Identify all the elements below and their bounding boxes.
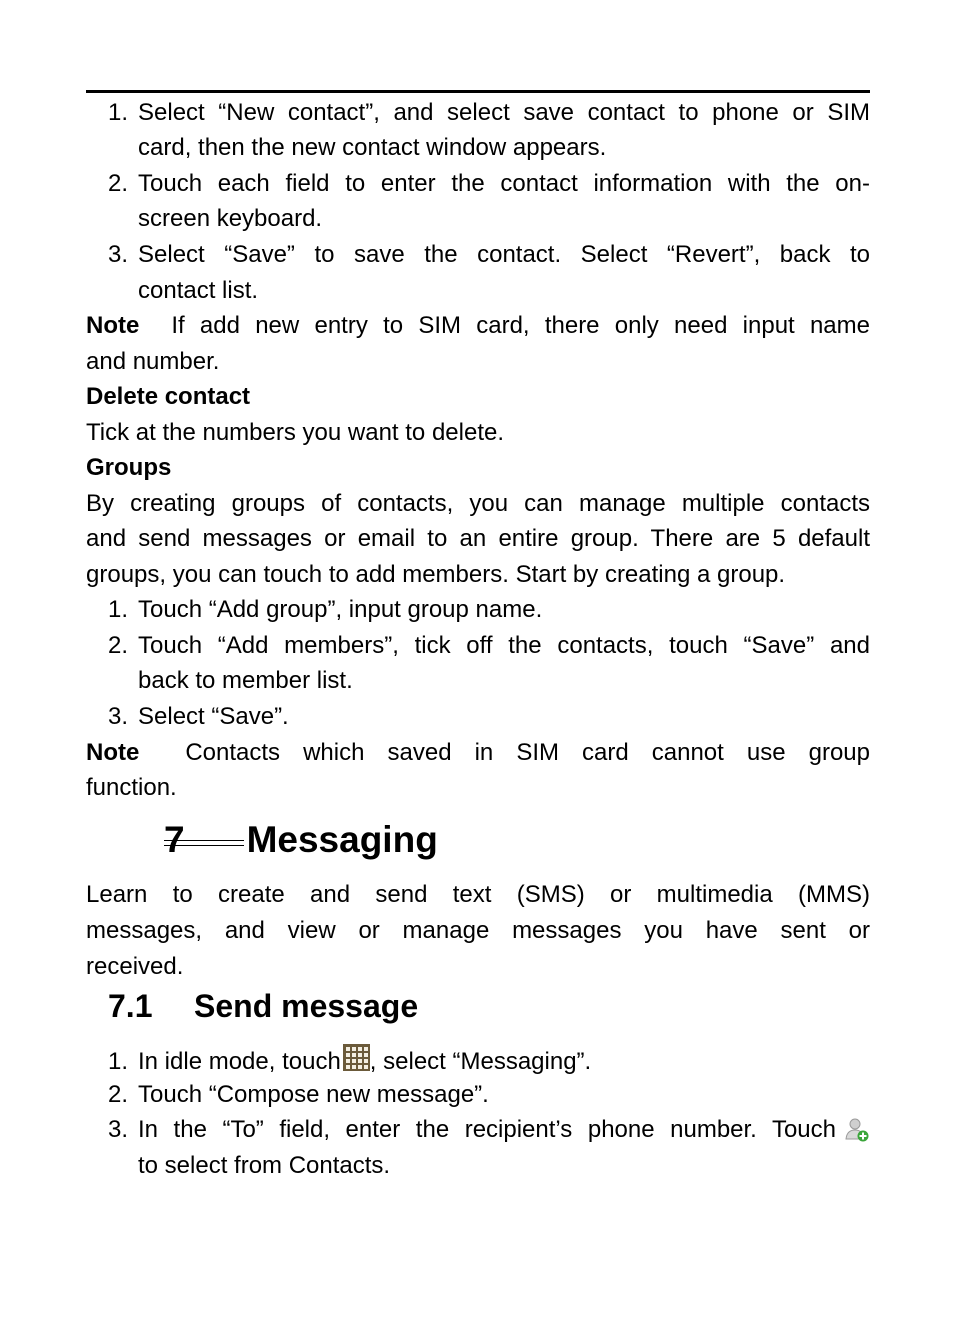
- list-item-text: Touch “Add members”, tick off the contacts, touch “Save” and: [138, 632, 870, 659]
- list-item-text: Select “New contact”, and select save contact to phone or SIM: [138, 99, 870, 126]
- list-item: 2. Touch “Add members”, tick off the contacts, touch “Save” and: [108, 632, 870, 659]
- list-item: 1. In idle mode, touch , select “Messaging”.: [108, 1044, 591, 1077]
- list-item-text: Touch “Compose new message”.: [138, 1081, 489, 1108]
- list-item-continuation: to select from Contacts.: [138, 1152, 391, 1179]
- chapter-intro-line: messages, and view or manage messages you have sent or: [86, 917, 870, 944]
- list-item-continuation: card, then the new contact window appears.: [138, 134, 607, 161]
- groups-paragraph-line: groups, you can touch to add members. Start by creating a group.: [86, 561, 786, 588]
- chapter-intro-line: received.: [86, 953, 184, 980]
- groups-heading: Groups: [86, 454, 172, 481]
- note-continuation: function.: [86, 774, 177, 801]
- list-item-text: , select “Messaging”.: [369, 1048, 592, 1075]
- list-item: 3. Select “Save” to save the contact. Select “Revert”, back to: [108, 241, 870, 268]
- note-label: Note: [86, 739, 140, 766]
- section-title: Send message: [194, 988, 419, 1024]
- list-item-text: Select “Save”.: [138, 703, 289, 730]
- list-item-text: In the “To” field, enter the recipient’s phone number. Touch: [138, 1116, 836, 1143]
- note-text: If add new entry to SIM card, there only need input name: [171, 312, 870, 339]
- note-continuation: and number.: [86, 348, 220, 375]
- section-heading: [108, 986, 418, 1026]
- list-item: 1. Select “New contact”, and select save contact to phone or SIM: [108, 99, 870, 126]
- add-contact-icon: [844, 1117, 870, 1143]
- chapter-intro-line: Learn to create and send text (SMS) or multimedia (MMS): [86, 881, 870, 908]
- list-item-text: Select “Save” to save the contact. Select “Revert”, back to: [138, 241, 870, 268]
- section-number: 7.1: [108, 988, 153, 1024]
- list-item: 3. Select “Save”.: [108, 703, 289, 730]
- list-item-continuation: screen keyboard.: [138, 205, 323, 232]
- chapter-title: Messaging: [246, 819, 438, 860]
- list-item: 2. Touch each field to enter the contact information with the on-: [108, 170, 870, 197]
- list-item-continuation: contact list.: [138, 277, 259, 304]
- chapter-number: 7: [164, 818, 185, 862]
- list-item-text: In idle mode, touch: [138, 1048, 341, 1075]
- chapter-heading: [164, 818, 438, 862]
- list-item: 1. Touch “Add group”, input group name.: [108, 596, 543, 623]
- delete-contact-heading: Delete contact: [86, 383, 251, 410]
- list-item: 3. In the “To” field, enter the recipient’s phone number. Touch: [108, 1115, 870, 1145]
- header-rule: [86, 90, 870, 93]
- note-paragraph: [86, 738, 870, 768]
- note-paragraph: [86, 311, 870, 341]
- delete-contact-text: Tick at the numbers you want to delete.: [86, 419, 504, 446]
- apps-grid-icon: [343, 1044, 370, 1071]
- chapter-number-rule: [164, 840, 244, 846]
- note-label: Note: [86, 312, 140, 339]
- groups-paragraph-line: By creating groups of contacts, you can manage multiple contacts: [86, 490, 870, 517]
- list-item-text: Touch “Add group”, input group name.: [138, 596, 543, 623]
- list-item: 2. Touch “Compose new message”.: [108, 1081, 489, 1108]
- groups-paragraph-line: and send messages or email to an entire group. There are 5 default: [86, 525, 870, 552]
- list-item-text: Touch each field to enter the contact information with the on-: [138, 170, 870, 197]
- note-text: Contacts which saved in SIM card cannot use group: [185, 739, 870, 766]
- list-item-continuation: back to member list.: [138, 667, 353, 694]
